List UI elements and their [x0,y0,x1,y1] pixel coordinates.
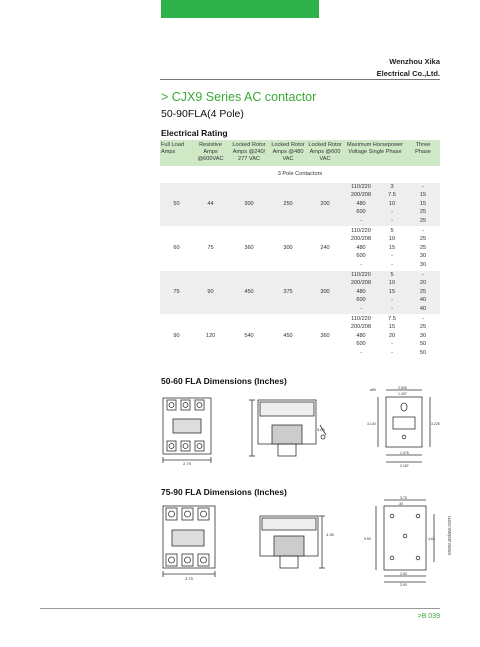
col-header: Resistive Amps @600VAC [193,140,228,166]
cell-three-phase [406,183,440,226]
voltage-value: 200/208 [350,236,372,243]
single-phase-value: 15 [388,324,396,331]
single-phase-value: 5 [390,271,394,278]
col-header: Locked Rotor Amps @240/ 277 VAC [228,140,270,166]
cell-resistive: 90 [193,270,228,314]
mount-bottom-b-label-2: 2.90 [400,583,407,586]
mount-right-label: 3.225 [431,422,440,426]
cell-lr480: 250 [270,183,306,226]
cell-fla: 75 [160,270,193,314]
cell-lr240: 360 [228,226,270,270]
cell-lr240: 450 [228,270,270,314]
three-phase-value: - [422,227,424,234]
single-phase-value: - [391,217,393,224]
cell-lr240: 540 [228,314,270,357]
model-title: 50-90FLA(4 Pole) [161,108,244,120]
mount-right-label-2: 4.62 [428,537,435,541]
mount-left-label: 3.140 [367,422,376,426]
rating-heading: Electrical Rating [161,128,228,138]
cell-resistive: 120 [193,314,228,357]
voltage-value: 200/208 [350,324,372,331]
single-phase-value: - [391,261,393,268]
single-phase-value: 7.5 [388,315,396,322]
single-phase-value: 15 [388,288,396,295]
dimension-drawing-50-60 [160,385,440,470]
three-phase-value: 25 [419,324,427,331]
footer-divider [40,608,440,609]
voltage-value: 110/220 [351,315,371,322]
single-phase-value: 10 [388,280,396,287]
cell-resistive: 75 [193,226,228,270]
header-divider [160,79,440,80]
mount-bottom-a-label: 1.375 [400,451,409,455]
col-header: Full Load Amps [160,140,193,166]
cell-resistive: 44 [193,183,228,226]
col-header: Locked Rotor Amps @600 VAC [306,140,344,166]
company-name-line2: Electrical Co.,Ltd. [376,69,440,78]
three-phase-value: 30 [419,332,427,339]
mount-top-a-label: 2.525 [398,386,407,390]
side-view-drawing [249,400,326,456]
cell-lr600: 360 [306,314,344,357]
three-phase-value: - [422,271,424,278]
single-phase-value: - [391,305,393,312]
cell-three-phase [406,226,440,270]
table-row [160,314,440,357]
mount-top-left-label: ø50 [370,388,377,392]
single-phase-value: 7.5 [388,192,396,199]
three-phase-value: 25 [419,217,427,224]
table-row [160,226,440,270]
cell-voltage-single [344,226,406,270]
cell-fla: 90 [160,314,193,357]
three-phase-value: 50 [419,341,427,348]
three-phase-value: 40 [419,305,427,312]
mounting-view-drawing-2 [376,500,434,582]
cell-lr480: 450 [270,314,306,357]
cell-voltage-single [344,183,406,226]
three-phase-value: 25 [419,209,427,216]
three-phase-value: 20 [419,280,427,287]
single-phase-value: 5 [390,227,394,234]
single-phase-value: 3 [390,183,394,190]
three-phase-value: - [422,183,424,190]
voltage-value: - [360,349,362,356]
cell-fla: 60 [160,226,193,270]
three-phase-value: 50 [419,349,427,356]
company-name-line1: Wenzhou Xika [389,57,440,66]
table-header-row [160,140,440,166]
voltage-value: - [360,261,362,268]
voltage-value: 600 [356,209,366,216]
voltage-value: 200/208 [350,192,372,199]
three-phase-value: 15 [419,192,427,199]
cell-lr480: 375 [270,270,306,314]
dimension-drawing-75-90 [160,496,440,586]
cell-fla: 50 [160,183,193,226]
front-view-drawing [163,398,211,463]
single-phase-value: 10 [388,200,396,207]
side-height-label-2: 4.35 [326,532,334,537]
mount-top-b-label: 1.407 [398,392,407,396]
cell-lr600: 240 [306,226,344,270]
electrical-rating-table [160,140,440,357]
mount-left-label-2: 5.50 [364,537,371,541]
mount-bottom-b-label: 2.187 [400,464,409,468]
single-phase-value: 15 [388,244,396,251]
three-phase-value: 25 [419,288,427,295]
voltage-value: 480 [356,244,366,251]
voltage-value: 110/220 [351,183,371,190]
cell-lr480: 300 [270,226,306,270]
three-phase-value: 40 [419,297,427,304]
single-phase-value: - [391,297,393,304]
front-view-drawing-2 [163,506,215,577]
table-row [160,270,440,314]
cell-lr600: 200 [306,183,344,226]
voltage-value: 110/220 [351,271,371,278]
voltage-value: 480 [356,332,366,339]
voltage-value: 480 [356,200,366,207]
col-header: Maximum Horsepower Voltage Single Phase [344,140,406,166]
three-phase-value: 25 [419,236,427,243]
table-row [160,183,440,226]
voltage-value: 110/220 [351,227,371,234]
brand-bar [161,0,319,18]
voltage-value: 600 [356,341,366,348]
voltage-value: 600 [356,297,366,304]
side-height-label: 3.60 [317,427,325,432]
voltage-value: 200/208 [350,280,372,287]
three-phase-value: - [422,315,424,322]
single-phase-value: - [391,341,393,348]
voltage-value: - [360,217,362,224]
cell-lr240: 300 [228,183,270,226]
table-subheading: 3 Pole Contactors [277,171,323,177]
cell-three-phase [406,270,440,314]
cell-lr600: 300 [306,270,344,314]
series-title: > CJX9 Series AC contactor [161,90,317,104]
three-phase-value: 30 [419,261,427,268]
front-width-label: 2.75 [183,461,191,466]
dimensions-title-50-60: 50-60 FLA Dimensions (Inches) [161,376,287,386]
voltage-value: 480 [356,288,366,295]
cell-voltage-single [344,314,406,357]
single-phase-value: 20 [388,332,396,339]
voltage-value: - [360,305,362,312]
single-phase-value: - [391,253,393,260]
cell-voltage-single [344,270,406,314]
mount-bottom-a-label-2: 2.50 [400,572,407,576]
col-header: Three Phase [406,140,440,166]
single-phase-value: - [391,349,393,356]
voltage-value: 600 [356,253,366,260]
mount-top-b-label-2: .30 [398,502,403,506]
cell-three-phase [406,314,440,357]
website-url: www.asiaw.com [447,516,453,555]
page-number: >B 039 [417,613,440,620]
single-phase-value: - [391,209,393,216]
mount-top-a-label-2: 3.75 [400,496,407,500]
dimensions-title-75-90: 75-90 FLA Dimensions (Inches) [161,487,287,497]
three-phase-value: 25 [419,244,427,251]
side-view-drawing-2 [260,516,325,568]
three-phase-value: 15 [419,200,427,207]
front-width-label-2: 3.75 [185,576,193,581]
three-phase-value: 30 [419,253,427,260]
col-header: Locked Rotor Amps @480 VAC [270,140,306,166]
single-phase-value: 10 [388,236,396,243]
